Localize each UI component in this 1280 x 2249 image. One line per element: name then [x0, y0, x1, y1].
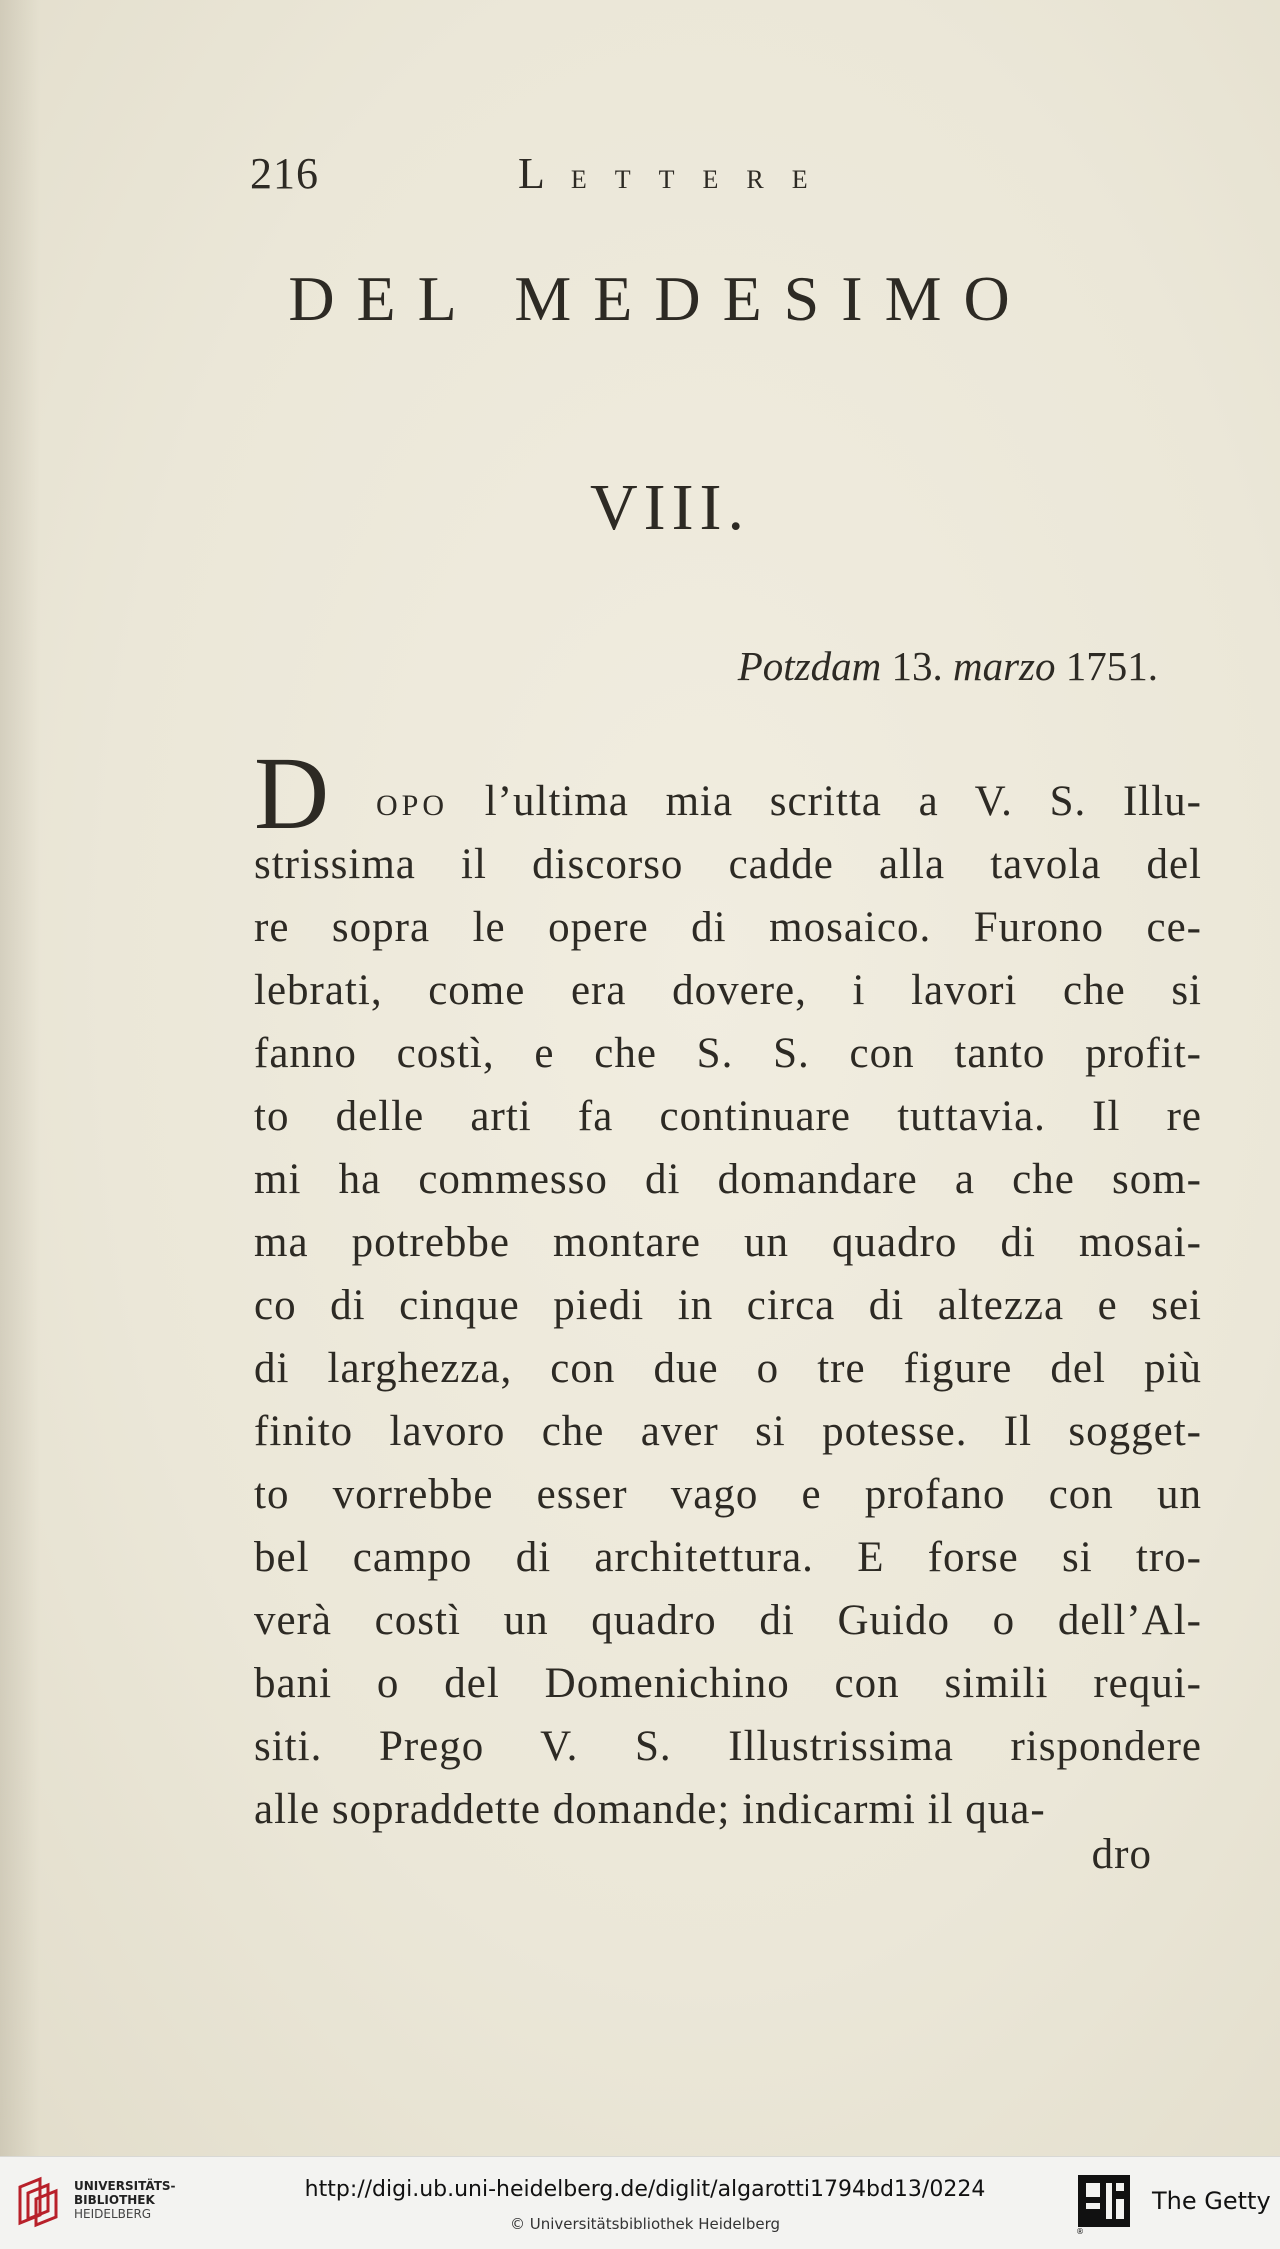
body-line-first	[254, 736, 1202, 851]
body-line: lebrati, come era dovere, i lavori che si	[254, 967, 1202, 1014]
body-line: bani o del Domenichino con simili requi-	[254, 1660, 1202, 1707]
body-line-last: alle sopraddette domande; indicarmi il qua-	[254, 1786, 1046, 1833]
institution-line2: BIBLIOTHEK	[74, 2193, 155, 2207]
body-line: mi ha commesso di domandare a che som-	[254, 1156, 1202, 1203]
running-title-initial: L	[518, 149, 545, 198]
body-line: co di cinque piedi in circa di altezza e sei	[254, 1282, 1202, 1329]
running-head	[250, 148, 950, 198]
body-line: di larghezza, con due o tre figure del più	[254, 1345, 1202, 1392]
body-line: re sopra le opere di mosaico. Furono ce-	[254, 904, 1202, 951]
drop-cap: D	[254, 736, 331, 851]
institution-line1: UNIVERSITÄTS-	[74, 2179, 176, 2193]
partner-name: The Getty	[1152, 2187, 1271, 2215]
running-title-rest: ETTERE	[570, 165, 836, 194]
letter-body	[254, 736, 1202, 1841]
body-line: verà costì un quadro di Guido o dell’Al-	[254, 1597, 1202, 1644]
running-title	[518, 148, 836, 199]
footer-bar	[0, 2156, 1280, 2249]
catchword: dro	[1091, 1831, 1152, 1878]
first-word-rest: OPO	[376, 789, 449, 822]
institution-line3: HEIDELBERG	[74, 2207, 152, 2221]
dateline-month: marzo	[952, 643, 1056, 689]
copyright-notice: © Universitätsbibliothek Heidelberg	[509, 2215, 780, 2233]
dateline-place: Potzdam	[737, 643, 882, 689]
body-line: strissima il discorso cadde alla tavola del	[254, 841, 1202, 888]
svg-text:®: ®	[1076, 2227, 1084, 2235]
body-line: fanno costì, e che S. S. con tanto profit-	[254, 1030, 1202, 1077]
body-line: siti. Prego V. S. Illustrissima rispondere	[254, 1723, 1202, 1770]
permalink-url[interactable]: http://digi.ub.uni-heidelberg.de/diglit/algarotti1794bd13/0224	[304, 2177, 986, 2202]
body-line: bel campo di architettura. E forse si tro-	[254, 1534, 1202, 1581]
dateline-year: 1751.	[1065, 643, 1158, 689]
first-line-rest: l’ultima mia scritta a V. S. Illu-	[484, 778, 1202, 825]
getty-logo-icon[interactable]	[1076, 2173, 1132, 2235]
body-line: ma potrebbe montare un quadro di mosai-	[254, 1219, 1202, 1266]
section-title: DEL MEDESIMO	[288, 263, 1032, 334]
dateline-day: 13.	[891, 643, 943, 689]
dateline	[738, 642, 1158, 690]
body-line: to vorrebbe esser vago e profano con un	[254, 1471, 1202, 1518]
body-line: to delle arti fa continuare tuttavia. Il re	[254, 1093, 1202, 1140]
body-line: finito lavoro che aver si potesse. Il sogget-	[254, 1408, 1202, 1455]
letter-number: VIII.	[589, 471, 751, 544]
page-number: 216	[250, 149, 319, 198]
